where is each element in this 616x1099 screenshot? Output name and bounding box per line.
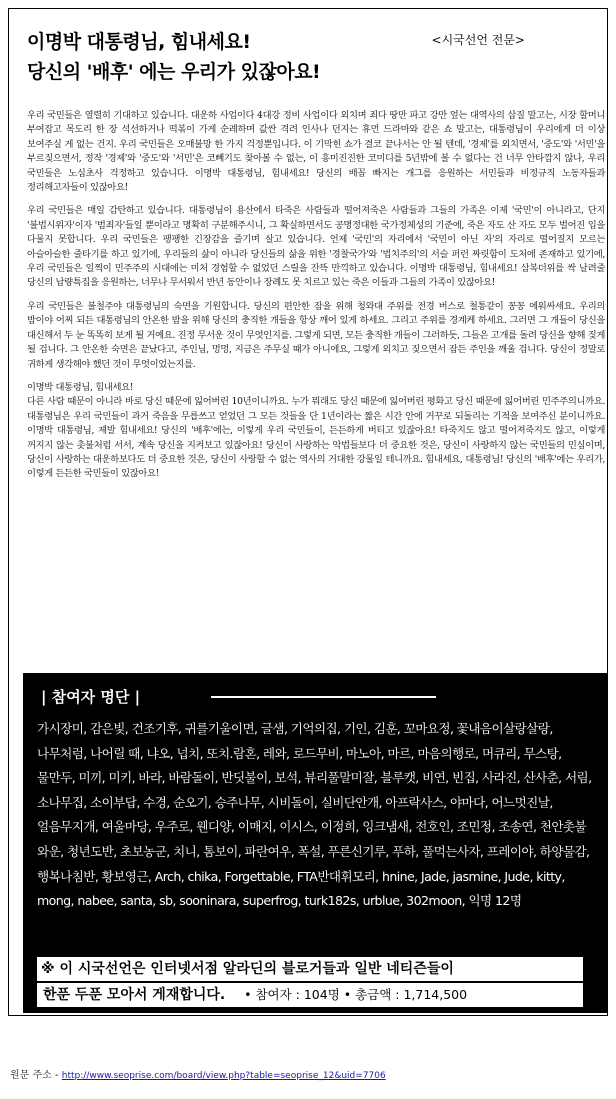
headline-line-2: 당신의 '배후' 에는 우리가 있잖아요!: [27, 61, 321, 83]
notice-text-2: 한푼 두푼 모아서 게재합니다.: [43, 987, 226, 1003]
newspaper-ad-frame: [8, 8, 608, 1016]
participants-title: | 참여자 명단 |: [41, 688, 141, 706]
paragraph-4: 이명박 대통령님, 힘내세요!: [27, 381, 134, 393]
kicker-label: <시국선언 전문>: [431, 33, 525, 47]
participation-stats: • 참여자 : 104명 • 총금액 : 1,714,500: [244, 987, 468, 1002]
source-link[interactable]: http://www.seoprise.com/board/view.php?table=seoprise_12&uid=7706: [61, 1071, 386, 1081]
notice-text-1: ※ 이 시국선언은 인터넷서점 알라딘의 블로거들과 일반 네티즌들이: [41, 961, 454, 977]
paragraph-5: 다른 사람 때문이 아니라 바로 당신 때문에 잃어버린 10년이니까요. 누가 뭐래도 당신 때문에 잃어버린 평화고 당신 때문에 잃어버린 민주주의니까요. 대통령님은 우리 국민들이 과거 죽음을 무릅쓰고 얻었던 그 모든 것들을 단 1년이라는 짧은 시간 안에 거꾸로 되돌리는 기적을 보여주신 분이니까요. 이명박 대통령님, 제발 힘내세요! 당신의 '배후'에는, 이렇게 우리 국민들이, 든든하게 버티고 있잖아요! 타죽지도 않고 떨어져죽지도 않고, 이렇게 꺼지지 않는 촛불처럼 서서, 계속 당신을 지켜보고 있잖아요! 당신이 사랑하는 악법들보다 더 중요한 것은, 당신이 사랑하지 않는 국민들의 민심이며, 당신이 사랑하는 대운하보다도 더 중요한 것은, 당신이 사랑할 수 없는 역사의 거대한 강물일 테니까요. 힘내세요, 대통령님! 당신의 '배후'에는 우리가, 이렇게 든든한 국민들이 있잖아요!: [27, 396, 605, 480]
source-label: 원문 주소 -: [10, 1070, 62, 1081]
source-line: [10, 1066, 386, 1081]
statement-body: [27, 109, 605, 491]
participants-header: [41, 685, 589, 709]
headline-line-1: 이명박 대통령님, 힘내세요!: [27, 31, 251, 53]
participants-box: [23, 673, 607, 1013]
paragraph-1: 우리 국민들은 열렬히 기대하고 있습니다. 대운하 사업이다 4대강 정비 사업이다 외치며 죄다 땅만 파고 강만 엎는 대역사의 삽질 말고는, 시장 할머니 부여잡고 목도리 한 장 석선하거나 떡볶이 가게 순례하며 값싼 격려 인사나 던지는 휴먼 드라마와 같은 쇼 말고는, 대통령님이 우리에게 더 이상 보여주실 게 없는 건지. 우리 국민들은 오매불망 한 가지 걱정뿐입니다. 이 기막힌 쇼가 결코 끝나서는 안 될 텐데, '경제'를 외치면서, '중도'와 '서민'을 부르짖으면서, 정작 '경제'와 '중도'와 '서민'은 코빼기도 찾아볼 수 없는, 이 흥미진진한 코미디를 5년밖에 볼 수 없다는 건 너무 안타깝지 않나, 우리 국민들은 노심초사 걱정하고 있습니다. 이명박 대통령님, 힘내세요! 당신의 배꼽 빠지는 개그를 응원하는 서민들과 비정규직 노동자들과 정리해고자들이 있잖아요!: [27, 110, 605, 194]
paragraph-2: 우리 국민들은 매일 감탄하고 있습니다. 대통령님이 용산에서 타죽은 사람들과 떨어져죽은 사람들과 그들의 가족은 이제 '국민'이 아니라고, 단지 '불법시위자'이자 '범죄자'들일 뿐이라고 명확히 구분해주시니, 그 확실하면서도 공명정대한 국가정체성의 기준에, 죽은 자도 산 자도 모두 벌어진 입을 다물지 못합니다. 우리 국민들은 팽팽한 긴장감을 즐기며 살고 있습니다. 언제 '국민'의 자리에서 '국민이 아닌 자'의 자리로 떨어질지 모르는 아슬아슬한 줄타기를 하고 있기에, 우리들의 삶이 아니라 당신들의 삶을 위한 '경찰국가'와 '법치주의'의 서슬 퍼런 짜릿함이 도처에 존재하고 있기에, 우리 국민들은 일찍이 민주주의 시대에는 미처 경험할 수 없었던 스릴을 잔뜩 만끽하고 있습니다. 이명박 대통령님, 힘내세요! 삼복더위를 싹 날려줄 당신의 납량특집을 응원하는, 너무나 무서워서 반년 동안이나 장례도 못 치르고 있는 죽은 이들과 그들의 가족이 있잖아요!: [27, 205, 605, 289]
notice-line-1: [37, 957, 583, 981]
headline: [27, 27, 427, 87]
header-rule: [211, 696, 436, 698]
notice-line-2: [37, 983, 583, 1007]
participant-names: 가시장미, 감은빛, 건조기후, 귀를기울이면, 글샘, 기억의집, 기인, 김훈, 꼬마요정, 꽃내음이살랑살랑, 나무처럼, 나어릴 때, 냐오, 넙치, 또치.람혼, 레와, 로드무비, 마노아, 마르, 마음의행로, 머큐리, 무스탕, 물만두, 미끼, 미키, 바라, 바람돌이, 반딧불이, 보석, 뷰리풀말미잘, 블루캣, 비연, 빈집, 사라진, 산사춘, 서림, 소나무집, 소이부답, 수경, 순오기, 승주나무, 시비돌이, 실비단안개, 아프락사스, 야마다, 어느멋진날, 얼음무지개, 여울마당, 우주로, 웬디양, 이매지, 이시스, 이정희, 잉크냄새, 전호인, 조민정, 조송연, 천안촛불 와운, 청년도반, 초보농군, 치니, 톰보이, 파란여우, 폭설, 푸른신기루, 푸하, 풀먹는사자, 프레이야, 하양물감, 행복나침반, 황보영근, Arch, chika, Forgettable, FTA반대휘모리, hnine, Jade, jasmine, Jude, kitty, mong, nabee, santa, sb, sooninara, superfrog, turk182s, urblue, 302moon, 익명 12명: [37, 721, 592, 909]
paragraph-3: 우리 국민들은 불철주야 대통령님의 숙면을 기원합니다. 당신의 편안한 잠을 위해 청와대 주위를 전경 버스로 철통같이 꽁꽁 에워싸세요. 우리의 밤이야 어찌 되든 대통령님의 안온한 밤을 위해 당신의 충직한 개들을 항상 깨어 있게 하세요. 그리고 주위를 경계케 하세요. 그러면 그 개들이 당신을 대신해서 두 눈 똑똑히 보게 될 거예요. 진정 무서운 것이 무엇인지를. 그렇게 되면, 모든 충직한 개들이 그러하듯, 그들은 고개를 돌려 당신을 향해 짖게 될 겁니다. 그 안온한 숙면은 끝났다고, 주인님, 멍멍, 지금은 주무실 때가 아니에요, 그렇게 외치고 짖으면서 잠든 주인을 깨울 겁니다. 당신이 정말로 귀하게 생각해야 했던 것이 무엇이었는지를.: [27, 300, 605, 370]
